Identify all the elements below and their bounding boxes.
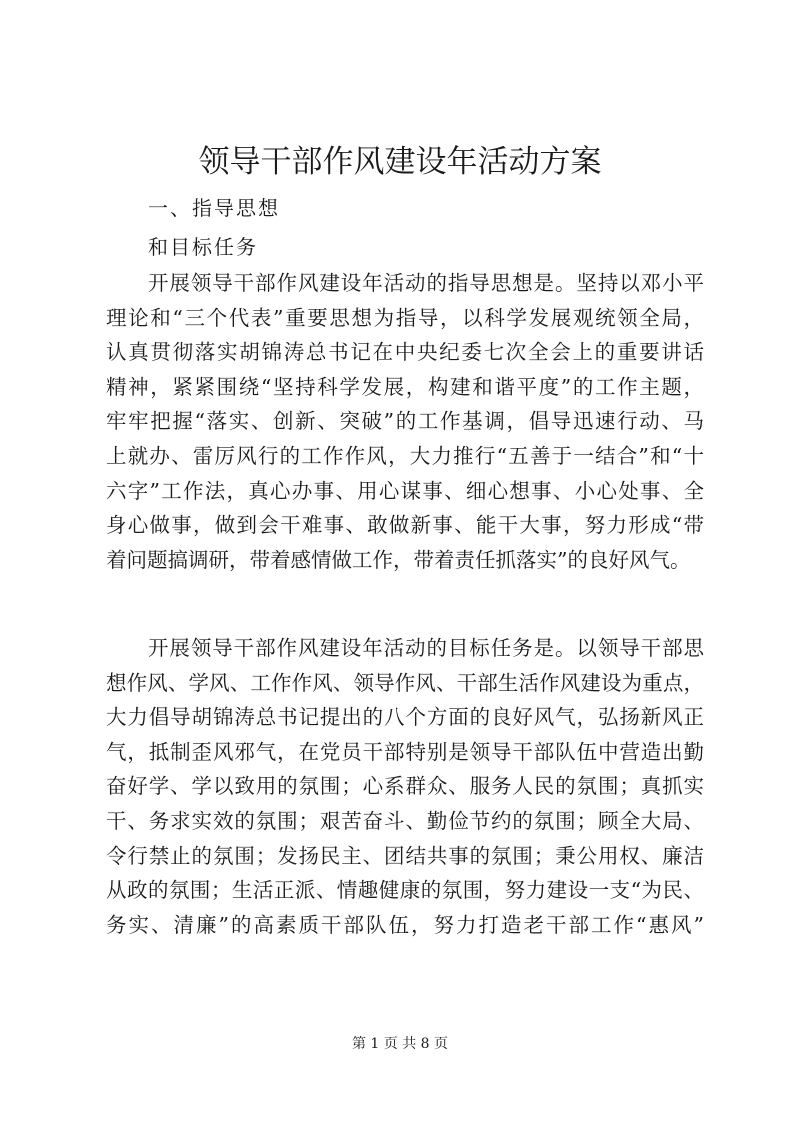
paragraph-line: 令行禁止的氛围；发扬民主、团结共事的氛围；秉公用权、廉洁 bbox=[106, 843, 704, 868]
paragraph-line: 开展领导干部作风建设年活动的指导思想是。坚持以邓小平 bbox=[148, 271, 704, 295]
paragraph-line: 开展领导干部作风建设年活动的目标任务是。以领导干部思 bbox=[148, 636, 704, 660]
paragraph-line: 着问题搞调研，带着感情做工作，带着责任抓落实”的良好风气。 bbox=[106, 547, 691, 572]
section-heading-continuation: 和目标任务 bbox=[148, 235, 258, 259]
paragraph-line: 干、务求实效的氛围；艰苦奋斗、勤俭节约的氛围；顾全大局、 bbox=[106, 808, 704, 833]
paragraph-guiding-ideology bbox=[106, 266, 704, 577]
document-title: 领导干部作风建设年活动方案 bbox=[198, 144, 602, 180]
paragraph-line: 牢牢把握“落实、创新、突破”的工作基调，倡导迅速行动、马 bbox=[106, 409, 704, 434]
paragraph-line: 理论和“三个代表”重要思想为指导，以科学发展观统领全局， bbox=[106, 305, 704, 330]
paragraph-objectives bbox=[106, 631, 704, 942]
paragraph-line: 奋好学、学以致用的氛围；心系群众、服务人民的氛围；真抓实 bbox=[106, 774, 704, 799]
paragraph-line: 大力倡导胡锦涛总书记提出的八个方面的良好风气，弘扬新风正 bbox=[106, 705, 704, 730]
paragraph-line: 从政的氛围；生活正派、情趣健康的氛围，努力建设一支“为民、 bbox=[106, 878, 704, 903]
paragraph-line: 六字”工作法，真心办事、用心谋事、细心想事、小心处事、全 bbox=[106, 478, 704, 503]
paragraph-line: 精神，紧紧围绕“坚持科学发展，构建和谐平度”的工作主题， bbox=[106, 374, 704, 399]
paragraph-line: 认真贯彻落实胡锦涛总书记在中央纪委七次全会上的重要讲话 bbox=[106, 340, 704, 365]
section-heading: 一、指导思想 bbox=[148, 196, 280, 220]
paragraph-line: 身心做事，做到会干难事、敢做新事、能干大事，努力形成“带 bbox=[106, 513, 704, 538]
page-footer: 第 1 页 共 8 页 bbox=[351, 1036, 449, 1052]
paragraph-line: 上就办、雷厉风行的工作作风，大力推行“五善于一结合”和“十 bbox=[106, 443, 704, 468]
paragraph-line: 气，抵制歪风邪气，在党员干部特别是领导干部队伍中营造出勤 bbox=[106, 739, 704, 764]
paragraph-line: 务实、清廉”的高素质干部队伍，努力打造老干部工作“惠风” bbox=[106, 912, 704, 937]
paragraph-line: 想作风、学风、工作作风、领导作风、干部生活作风建设为重点， bbox=[106, 670, 704, 695]
